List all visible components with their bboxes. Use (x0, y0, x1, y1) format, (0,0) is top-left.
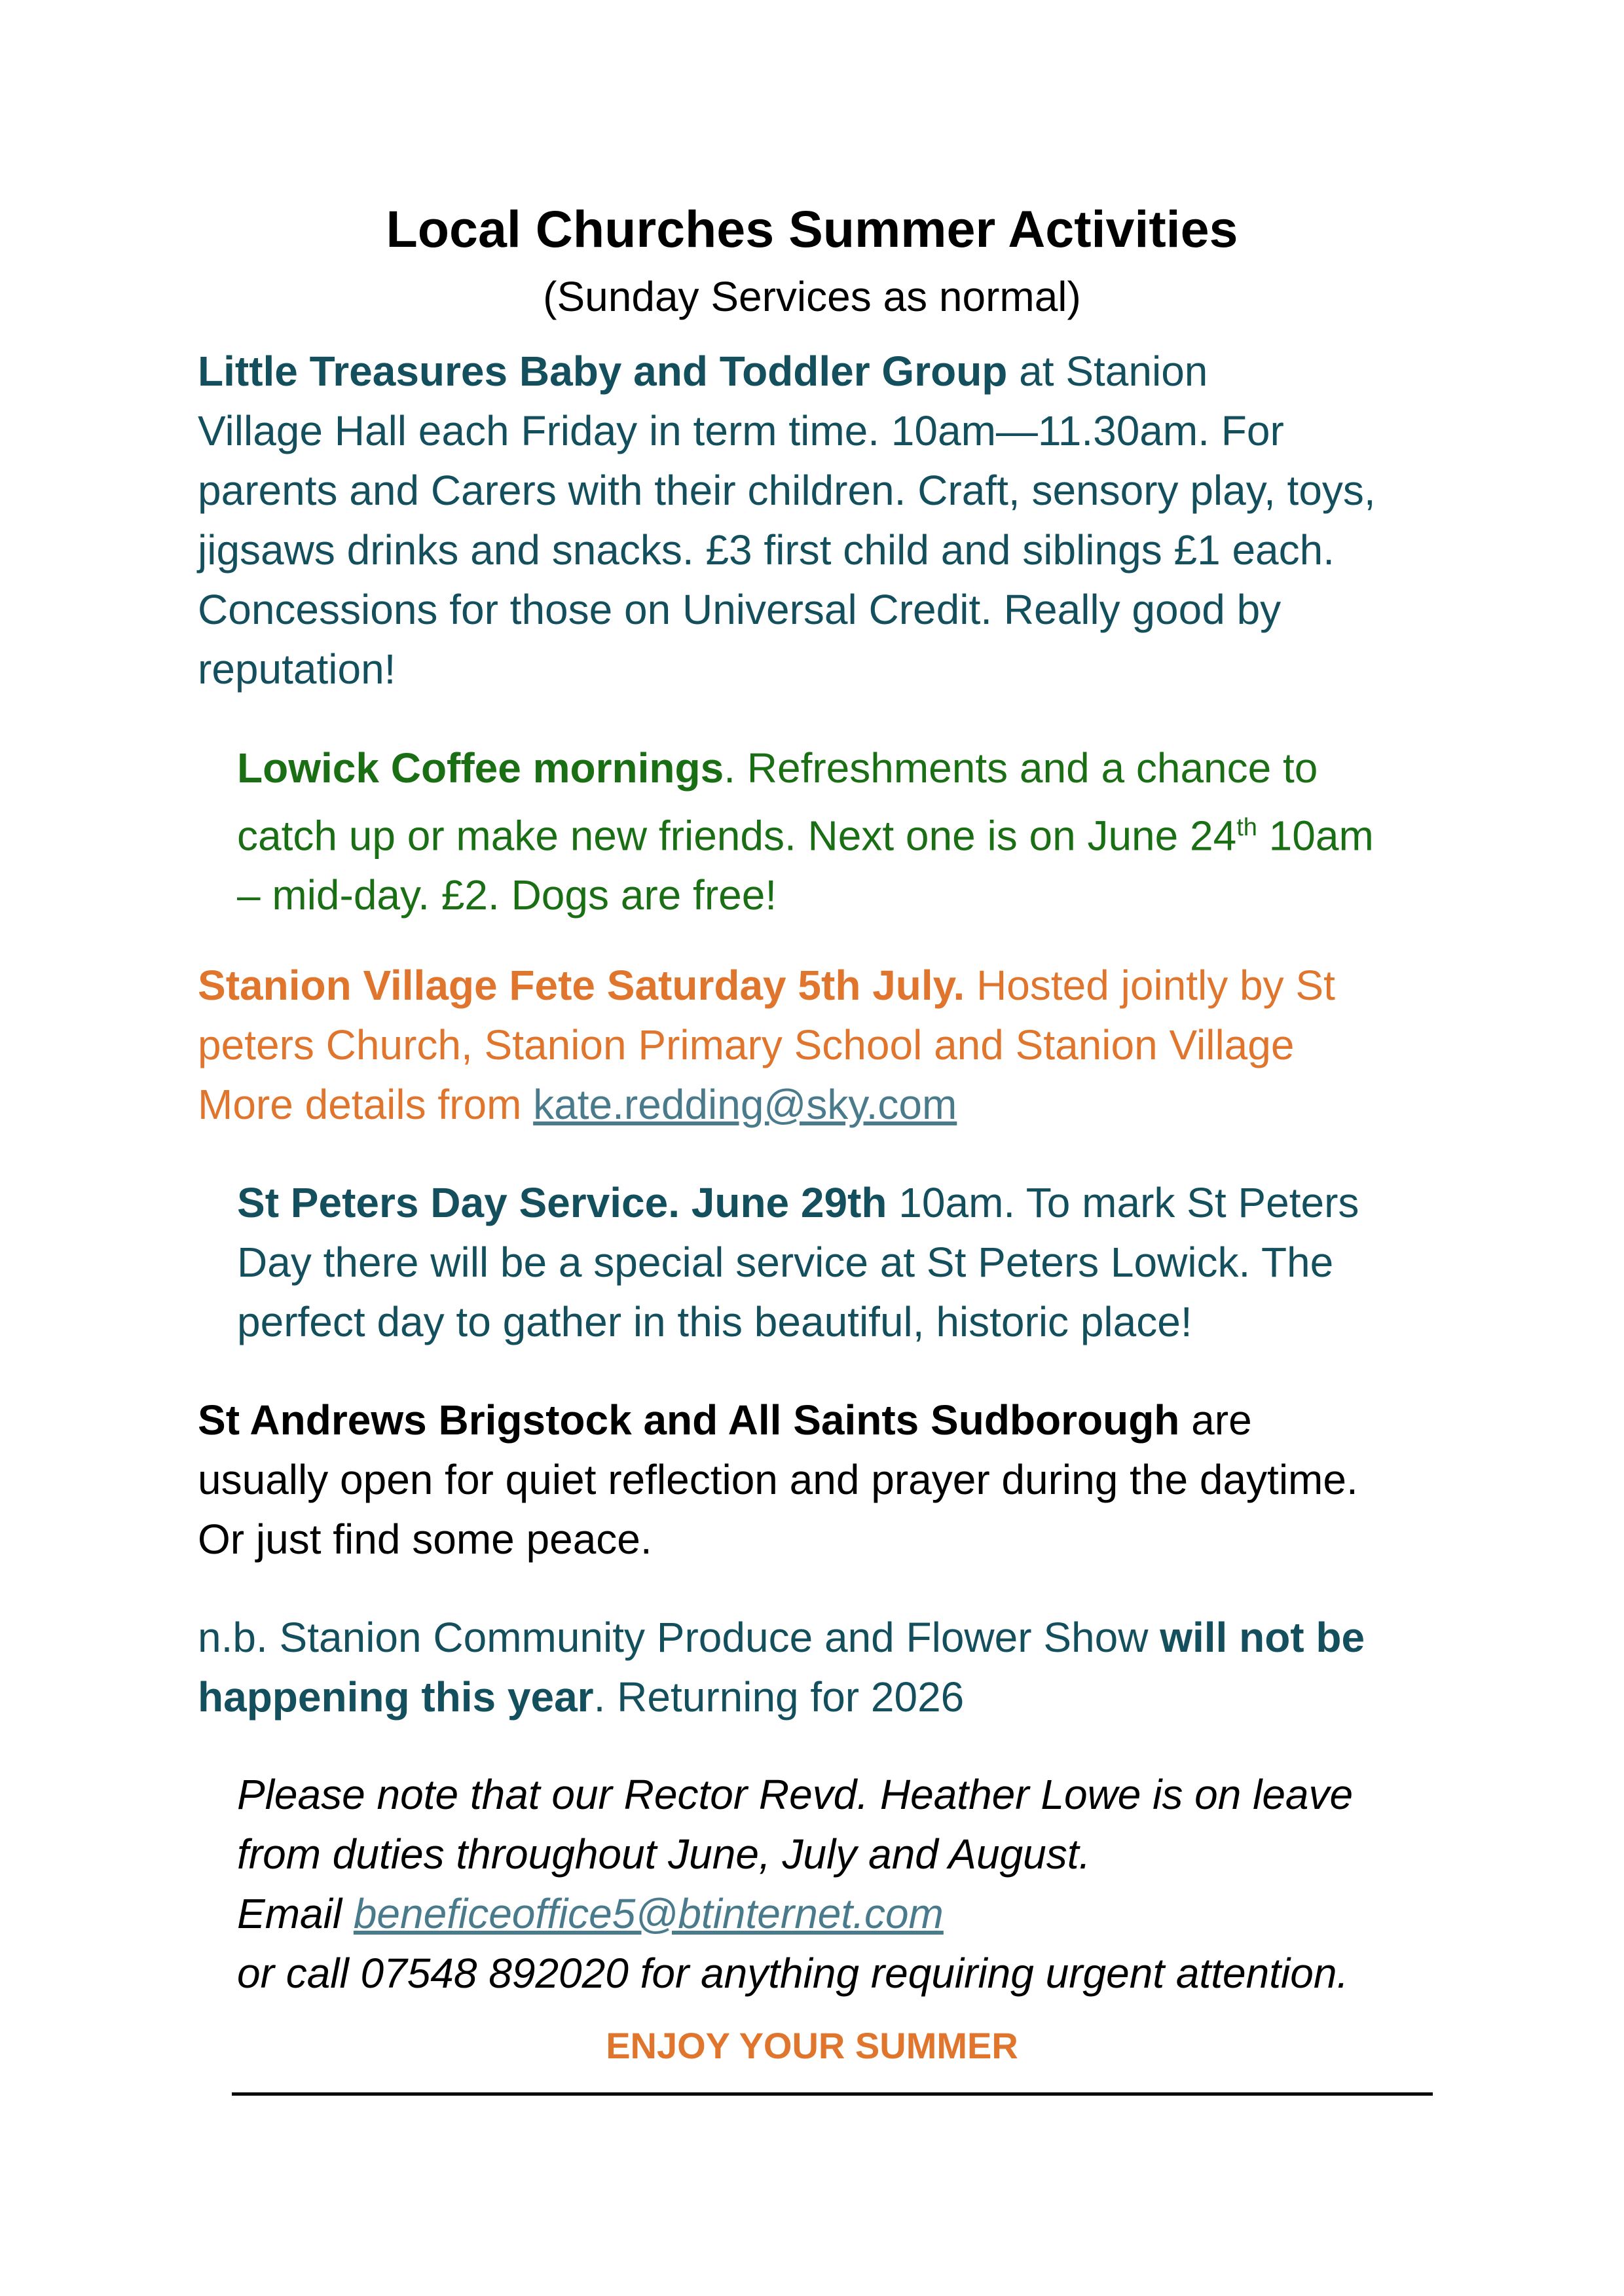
fete-line-2: peters Church, Stanion Primary School and Stanion Village (198, 1021, 1295, 1068)
little-treasures-paragraph (198, 342, 1481, 699)
lowick-coffee-paragraph (237, 738, 1481, 925)
rector-note-line-1: Please note that our Rector Revd. Heather Lowe is on leave (237, 1771, 1354, 1818)
fete-line-3: More details from kate.redding@sky.com (198, 1081, 957, 1128)
lowick-coffee-line-1: Lowick Coffee mornings. Refreshments and a chance to (237, 744, 1318, 792)
bottom-divider (232, 2092, 1433, 2096)
flower-show-paragraph (198, 1608, 1481, 1727)
st-peters-name: St Peters Day Service. June 29th (237, 1179, 887, 1226)
fete-name: Stanion Village Fete Saturday 5th July. (198, 962, 965, 1009)
rector-note-line-4: or call 07548 892020 for anything requiring urgent attention. (237, 1950, 1349, 1997)
rector-note-line-3: Email beneficeoffice5@btinternet.com (237, 1890, 944, 1937)
page-subtitle: (Sunday Services as normal) (543, 273, 1081, 320)
little-treasures-line-5: Concessions for those on Universal Credit. Really good by (198, 586, 1282, 633)
lowick-coffee-line-3: – mid-day. £2. Dogs are free! (237, 871, 777, 919)
st-peters-paragraph (237, 1173, 1481, 1352)
little-treasures-name: Little Treasures Baby and Toddler Group (198, 348, 1008, 395)
little-treasures-line-6: reputation! (198, 646, 396, 693)
benefice-email-link[interactable]: beneficeoffice5@btinternet.com (353, 1890, 944, 1937)
little-treasures-line-2: Village Hall each Friday in term time. 10am—11.30am. For (198, 407, 1284, 454)
open-churches-name: St Andrews Brigstock and All Saints Sudborough (198, 1396, 1180, 1444)
little-treasures-line-1: Little Treasures Baby and Toddler Group at Stanion (198, 348, 1208, 395)
open-churches-line-1: St Andrews Brigstock and All Saints Sudborough are (198, 1396, 1252, 1444)
rector-note-paragraph (237, 1765, 1481, 2003)
st-peters-line-2: Day there will be a special service at St Peters Lowick. The (237, 1239, 1334, 1286)
fete-line-1: Stanion Village Fete Saturday 5th July. Hosted jointly by St (198, 962, 1335, 1009)
fete-paragraph (198, 956, 1481, 1135)
open-churches-line-3: Or just find some peace. (198, 1516, 652, 1563)
closing-message: ENJOY YOUR SUMMER (606, 2025, 1018, 2066)
rector-note-line-2: from duties throughout June, July and August. (237, 1831, 1091, 1878)
page-title: Local Churches Summer Activities (386, 200, 1238, 258)
lowick-coffee-line-2: catch up or make new friends. Next one is on June 24th 10am (237, 812, 1374, 860)
flower-show-line-1: n.b. Stanion Community Produce and Flower Show will not be (198, 1614, 1365, 1661)
open-churches-line-2: usually open for quiet reflection and prayer during the daytime. (198, 1456, 1358, 1503)
fete-email-link[interactable]: kate.redding@sky.com (533, 1081, 957, 1128)
st-peters-line-1: St Peters Day Service. June 29th 10am. To mark St Peters (237, 1179, 1359, 1226)
little-treasures-line-3: parents and Carers with their children. Craft, sensory play, toys, (198, 467, 1376, 514)
open-churches-paragraph (198, 1391, 1481, 1569)
lowick-coffee-name: Lowick Coffee mornings (237, 744, 724, 792)
flower-show-line-2: happening this year. Returning for 2026 (198, 1673, 965, 1721)
little-treasures-line-4: jigsaws drinks and snacks. £3 first child and siblings £1 each. (198, 526, 1335, 574)
st-peters-line-3: perfect day to gather in this beautiful, historic place! (237, 1298, 1192, 1345)
